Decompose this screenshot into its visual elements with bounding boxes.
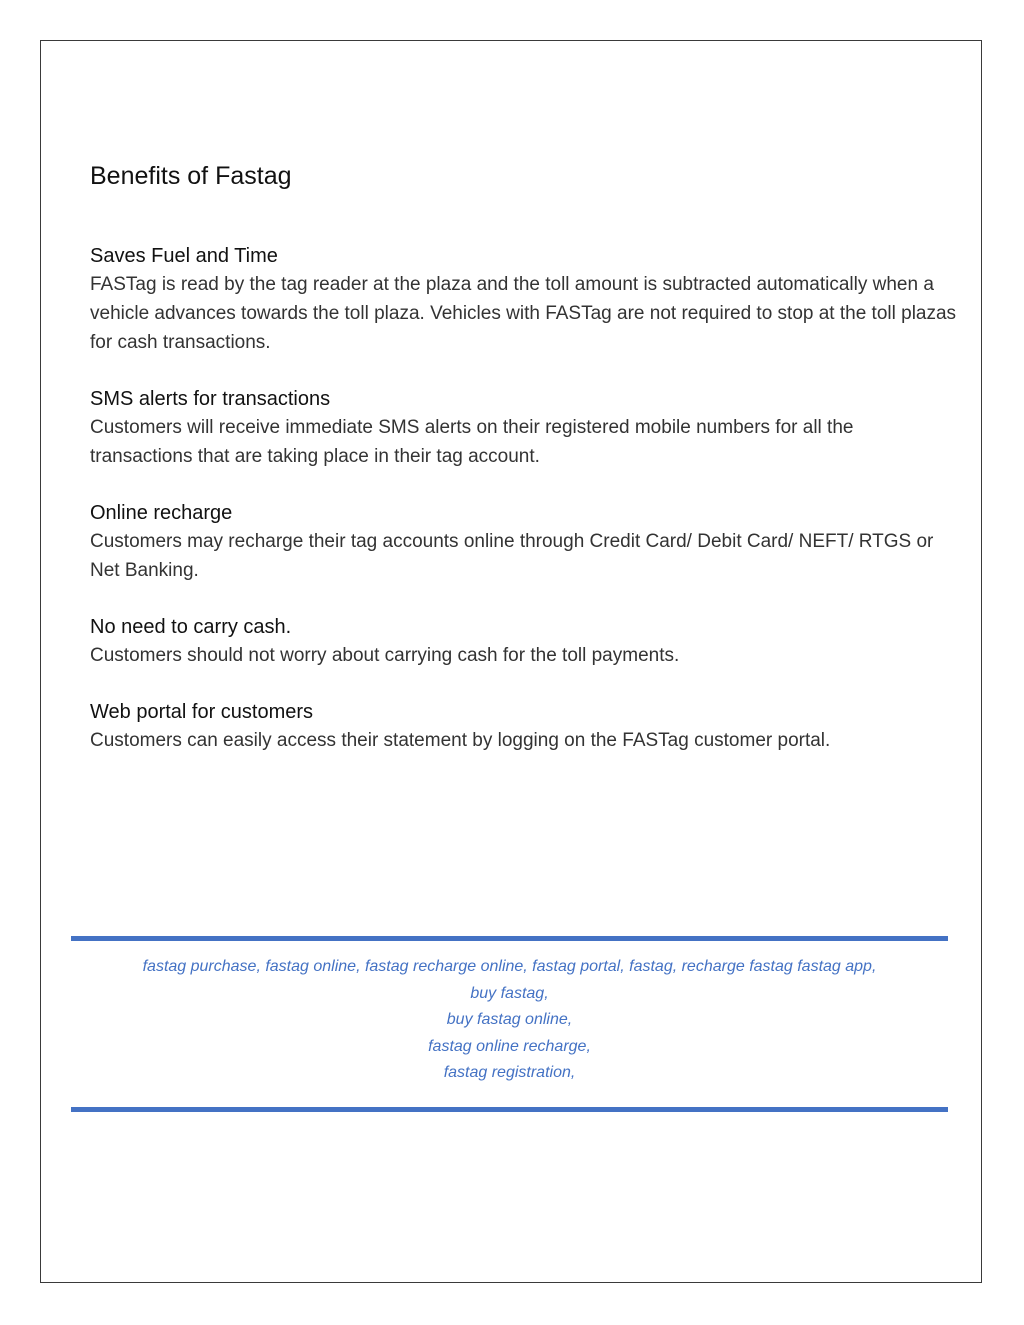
section-web-portal [90,698,960,755]
footer-keywords [71,954,948,1087]
section-sms-alerts [90,385,960,471]
section-body: Customers will receive immediate SMS alerts on their registered mobile numbers for all the transactions that are taking place in their tag account. [90,417,854,467]
section-body: Customers should not worry about carrying cash for the toll payments. [90,645,680,666]
keyword-line: fastag purchase, fastag online, fastag recharge online, fastag portal, fastag, recharge fastag fastag app, [142,958,877,975]
section-heading: Saves Fuel and Time [90,245,278,267]
keyword-line: fastag registration, [443,1064,576,1081]
document-content [90,160,960,783]
section-body: FASTag is read by the tag reader at the plaza and the toll amount is subtracted automatically when a vehicle advances towards the toll plaza. Vehicles with FASTag are not required to stop at the toll plazas for cash transactions. [90,274,957,353]
section-heading: Online recharge [90,502,233,524]
section-heading: No need to carry cash. [90,616,292,638]
section-no-cash [90,613,960,670]
section-body: Customers may recharge their tag accounts online through Credit Card/ Debit Card/ NEFT/ RTGS or Net Banking. [90,531,934,581]
keyword-line: buy fastag, [470,984,549,1002]
keyword-line: buy fastag online, [446,1011,573,1028]
section-heading: SMS alerts for transactions [90,388,331,410]
section-body: Customers can easily access their statement by logging on the FASTag customer portal. [90,730,831,751]
section-online-recharge [90,499,960,585]
keyword-line: fastag online recharge, [428,1037,591,1055]
footer-rule-bottom [71,1107,948,1112]
page-title: Benefits of Fastag [90,162,292,190]
footer-rule-top [71,936,948,941]
section-saves-fuel [90,242,960,357]
section-heading: Web portal for customers [90,701,314,723]
